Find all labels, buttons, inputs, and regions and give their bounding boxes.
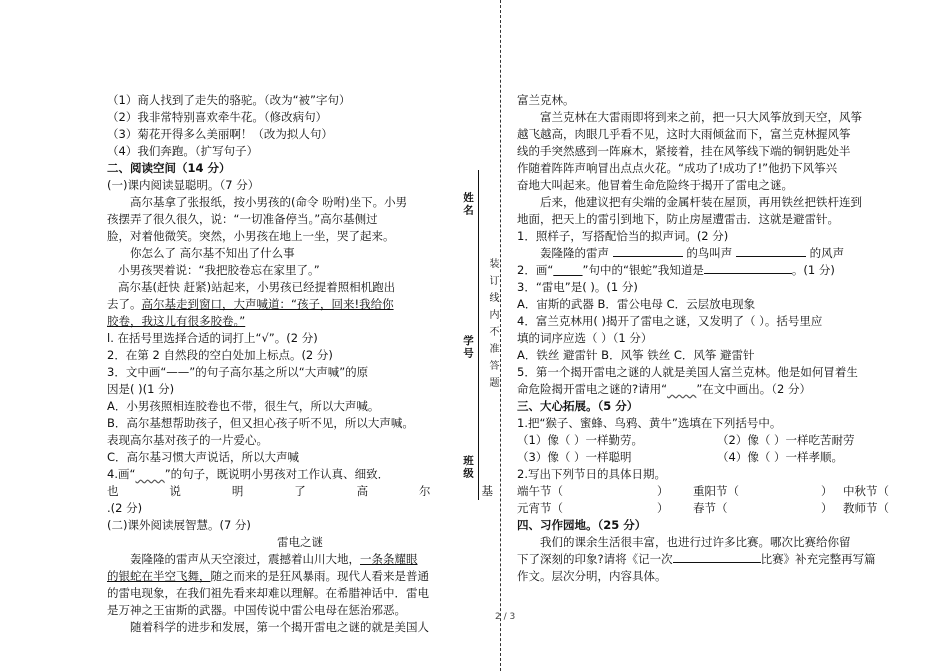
- story-line: 作随着阵阵声响冒出点点火花。“成功了!成功了!”他扔下风筝兴: [517, 161, 838, 175]
- writing-prompt: 作文。层次分明，内容具体。: [517, 569, 667, 583]
- expansion-q2: 2.写出下列节日的具体日期。: [517, 467, 666, 481]
- answer-blank[interactable]: [704, 262, 792, 274]
- passage-line: 小男孩哭着说：“我把胶卷忘在家里了。”: [118, 263, 320, 277]
- question-text: 。(1 分): [791, 263, 835, 277]
- section-4-heading: 四、习作园地。（25 分）: [517, 518, 647, 532]
- story-text: 随之而来的是狂风暴雨。现代人看来是普通: [210, 569, 429, 583]
- question-text: ”在文中画出。（2 分）: [696, 382, 811, 396]
- wavy-line-mark: [667, 382, 696, 396]
- passage-line: 脸，对着他微笑。突然，小男孩在地上一坐，哭了起来。: [107, 229, 395, 243]
- story-line: 随着科学的进步和发展，第一个揭开雷电之谜的就是美国人: [130, 620, 429, 634]
- answer-blank[interactable]: [673, 551, 761, 563]
- option-b-cont: 表现高尔基对孩子的一片爱心。: [107, 433, 268, 447]
- paren-close: ）: [657, 484, 669, 498]
- class-label: 班级: [462, 455, 474, 480]
- question-4-options: A．铁丝 避雷针 B．风筝 铁丝 C．风筝 避雷针: [517, 348, 755, 362]
- question-3: 3．文中画“——”的句子高尔基之所以“大声喊”的原: [107, 365, 369, 379]
- story-line: 的雷电现象，在我们祖先看来却难以理解。在希腊神话中．雷电: [107, 586, 429, 600]
- question-1: 1．照样子，写搭配恰当的拟声词。(2 分): [517, 229, 729, 243]
- fill-item: （2）像（ ）一样吃苦耐劳: [717, 433, 855, 447]
- justified-char: 说: [169, 484, 181, 498]
- subsection-1-heading: (一)课内阅读显聪明。（7 分）: [107, 178, 260, 192]
- justified-char: 尔: [419, 484, 431, 498]
- paren-close: ）: [657, 501, 669, 515]
- story-line: [107, 551, 493, 568]
- question-text: 命危险揭开雷电之谜的?请用“: [517, 382, 668, 396]
- page-number: 2 / 3: [495, 612, 516, 622]
- question-3: 3．“雷电”是( )。(1 分): [517, 280, 638, 294]
- fill-item: （4）像（ ）一样孝顺。: [717, 450, 843, 464]
- name-label: 姓名: [462, 192, 474, 217]
- underline-mark: [553, 263, 582, 277]
- story-line: 越飞越高，肉眼几乎看不见，这时大雨倾盆而下，富兰克林握风筝: [517, 127, 851, 141]
- underlined-sentence: 高尔基走到窗口，大声喊道：“孩子，回来!我给你: [141, 297, 394, 311]
- prompt-text: 比赛》补充完整再写篇: [760, 552, 876, 566]
- question-4-text: ”的句子，既说明小男孩对工作认真、细致．: [164, 467, 390, 481]
- festival-row: [517, 500, 913, 517]
- section-3-heading: 三、大心拓展。（5 分）: [517, 399, 639, 413]
- justified-char: 也: [107, 484, 119, 498]
- story-line: 奋地大叫起来。他冒着生命危险终于揭开了雷电之谜。: [517, 178, 793, 192]
- passage-text: 去了。: [107, 297, 142, 311]
- question-3-options: A．宙斯的武器 B．雷公电母 C．云层放电现象: [517, 297, 756, 311]
- story-line: 富兰克林。: [517, 93, 575, 107]
- fill-row: [517, 432, 913, 449]
- story-line: 后来，他建议把有尖端的金属杆装在屋顶，再用铁丝把铁杆连到: [540, 195, 862, 209]
- exercise-line-1: （1）商人找到了走失的骆驼。（改为“被”字句）: [107, 93, 351, 107]
- option-c: C．高尔基习惯大声说话，所以大声喊: [107, 450, 300, 464]
- paren-close: ）: [821, 501, 833, 515]
- blank-prompt: 的风声: [809, 246, 845, 260]
- underlined-sentence: 一条条耀眼: [360, 552, 418, 566]
- subsection-2-heading: (二)课外阅读展智慧。(7 分): [107, 518, 251, 532]
- wavy-line-mark: [135, 467, 164, 481]
- festival-spring: 春节（: [693, 501, 728, 515]
- question-4-score: .(2 分): [107, 501, 143, 515]
- story-line: [107, 568, 493, 585]
- exercise-line-3: （3）菊花开得多么美丽啊！（改为拟人句）: [107, 127, 333, 141]
- answer-blank[interactable]: [613, 245, 683, 257]
- option-a: A．小男孩照相连胶卷也不带，很生气，所以大声喊。: [107, 399, 380, 413]
- question-5-cont: [517, 381, 913, 398]
- justified-char: 高: [356, 484, 369, 498]
- festival-lantern: 元宵节（: [517, 501, 563, 515]
- answer-blank[interactable]: [736, 245, 806, 257]
- question-4-justified-line: [107, 483, 493, 500]
- justified-char: 基: [481, 484, 493, 498]
- question-5: 5．第一个揭开雷电之谜的人就是美国人富兰克林。他是如何冒着生: [517, 365, 858, 379]
- binding-rule: [478, 170, 479, 500]
- festival-teachers-day: 教师节（: [843, 501, 889, 515]
- question-4-cont: 填的词序应选（ ）（1 分）: [517, 331, 653, 345]
- page-fold-line: [500, 0, 501, 671]
- justified-char: 明: [231, 484, 244, 498]
- passage-line: 孩摆弄了很久很久，说：“一切准备停当。”高尔基侧过: [107, 212, 378, 226]
- passage-line: 高尔基拿了张报纸，按小男孩的(命令 吩咐)坐下。小男: [130, 195, 408, 209]
- question-2: 2．在第 2 自然段的空白处加上标点。(2 分): [107, 348, 333, 362]
- binding-notice: 装订线内不准答题: [487, 258, 498, 394]
- student-id-label: 学号: [462, 335, 474, 360]
- question-4-text: 4.画“: [107, 467, 136, 481]
- left-column: [107, 92, 493, 636]
- fill-item: （1）像（ ）一样勤劳。: [517, 433, 643, 447]
- section-2-heading: 二、阅读空间（14 分）: [107, 161, 231, 175]
- question-4: [107, 466, 493, 483]
- festival-mid-autumn: 中秋节（: [843, 484, 889, 498]
- passage-line: [107, 296, 493, 313]
- right-column: [517, 92, 913, 585]
- question-text: 2．画“: [517, 263, 554, 277]
- question-1: l. 在括号里选择合适的词打上“√”。(2 分): [107, 331, 318, 345]
- justified-char: 了: [294, 484, 306, 498]
- fill-row: [517, 449, 913, 466]
- option-b: B．高尔基想帮助孩子，但又担心孩子听不见，所以大声喊。: [107, 416, 414, 430]
- passage-line: 高尔基(赶快 赶紧)站起来，小男孩已经提着照相机跑出: [118, 280, 396, 294]
- story-line: 线的手突然感到一阵麻木，紧接着，挂在风筝线下端的铜钥匙处半: [517, 144, 851, 158]
- story-title: 雷电之谜: [277, 535, 323, 549]
- underlined-sentence: 胶卷，我这儿有很多胶卷。”: [107, 314, 246, 328]
- festival-double-ninth: 重阳节（: [693, 484, 739, 498]
- writing-prompt: 我们的课余生活很丰富，也进行过许多比赛。哪次比赛给你留: [540, 535, 851, 549]
- festival-dragon-boat: 端午节（: [517, 484, 563, 498]
- underlined-sentence: 的银蛇在半空飞舞，: [107, 569, 211, 583]
- paren-close: ）: [821, 484, 833, 498]
- exercise-line-4: （4）我们奔跑。（扩写句子）: [107, 144, 259, 158]
- exercise-line-2: （2）我非常特别喜欢牵牛花。（修改病句）: [107, 110, 328, 124]
- story-line: 是万神之王宙斯的武器。中国传说中雷公电母在惩治邪恶。: [107, 603, 406, 617]
- question-2: [517, 262, 913, 279]
- passage-line: 你怎么了 高尔基不知出了什么事: [130, 246, 295, 260]
- blank-prompt: 的鸟叫声: [686, 246, 733, 260]
- fill-item: （3）像（ ）一样聪明: [517, 450, 632, 464]
- story-line: 富兰克林在大雷雨即将到来之前，把一只大风筝放到天空，风筝: [540, 110, 862, 124]
- question-4: 4．富兰克林用( )揭开了雷电之谜，又发明了（ ）。括号里应: [517, 314, 823, 328]
- question-3-cont: 因是( )(1 分): [107, 382, 175, 396]
- story-line: 地面，把天上的雷引到地下，防止房屋遭雷击．这就是避雷针。: [517, 212, 839, 226]
- blank-prompt: 轰隆隆的雷声: [540, 246, 609, 260]
- story-text: 轰隆隆的雷声从天空滚过，震撼着山川大地，: [130, 552, 360, 566]
- writing-prompt: [517, 551, 913, 568]
- question-1-blanks: [517, 245, 913, 262]
- festival-row: [517, 483, 913, 500]
- question-text: ”句中的“银蛇”我知道是: [582, 263, 704, 277]
- expansion-q1: 1.把“猴子、蜜蜂、鸟鸦、黄牛”选填在下列括号中。: [517, 416, 782, 430]
- prompt-text: 下了深刻的印象?请将《记一次: [517, 552, 673, 566]
